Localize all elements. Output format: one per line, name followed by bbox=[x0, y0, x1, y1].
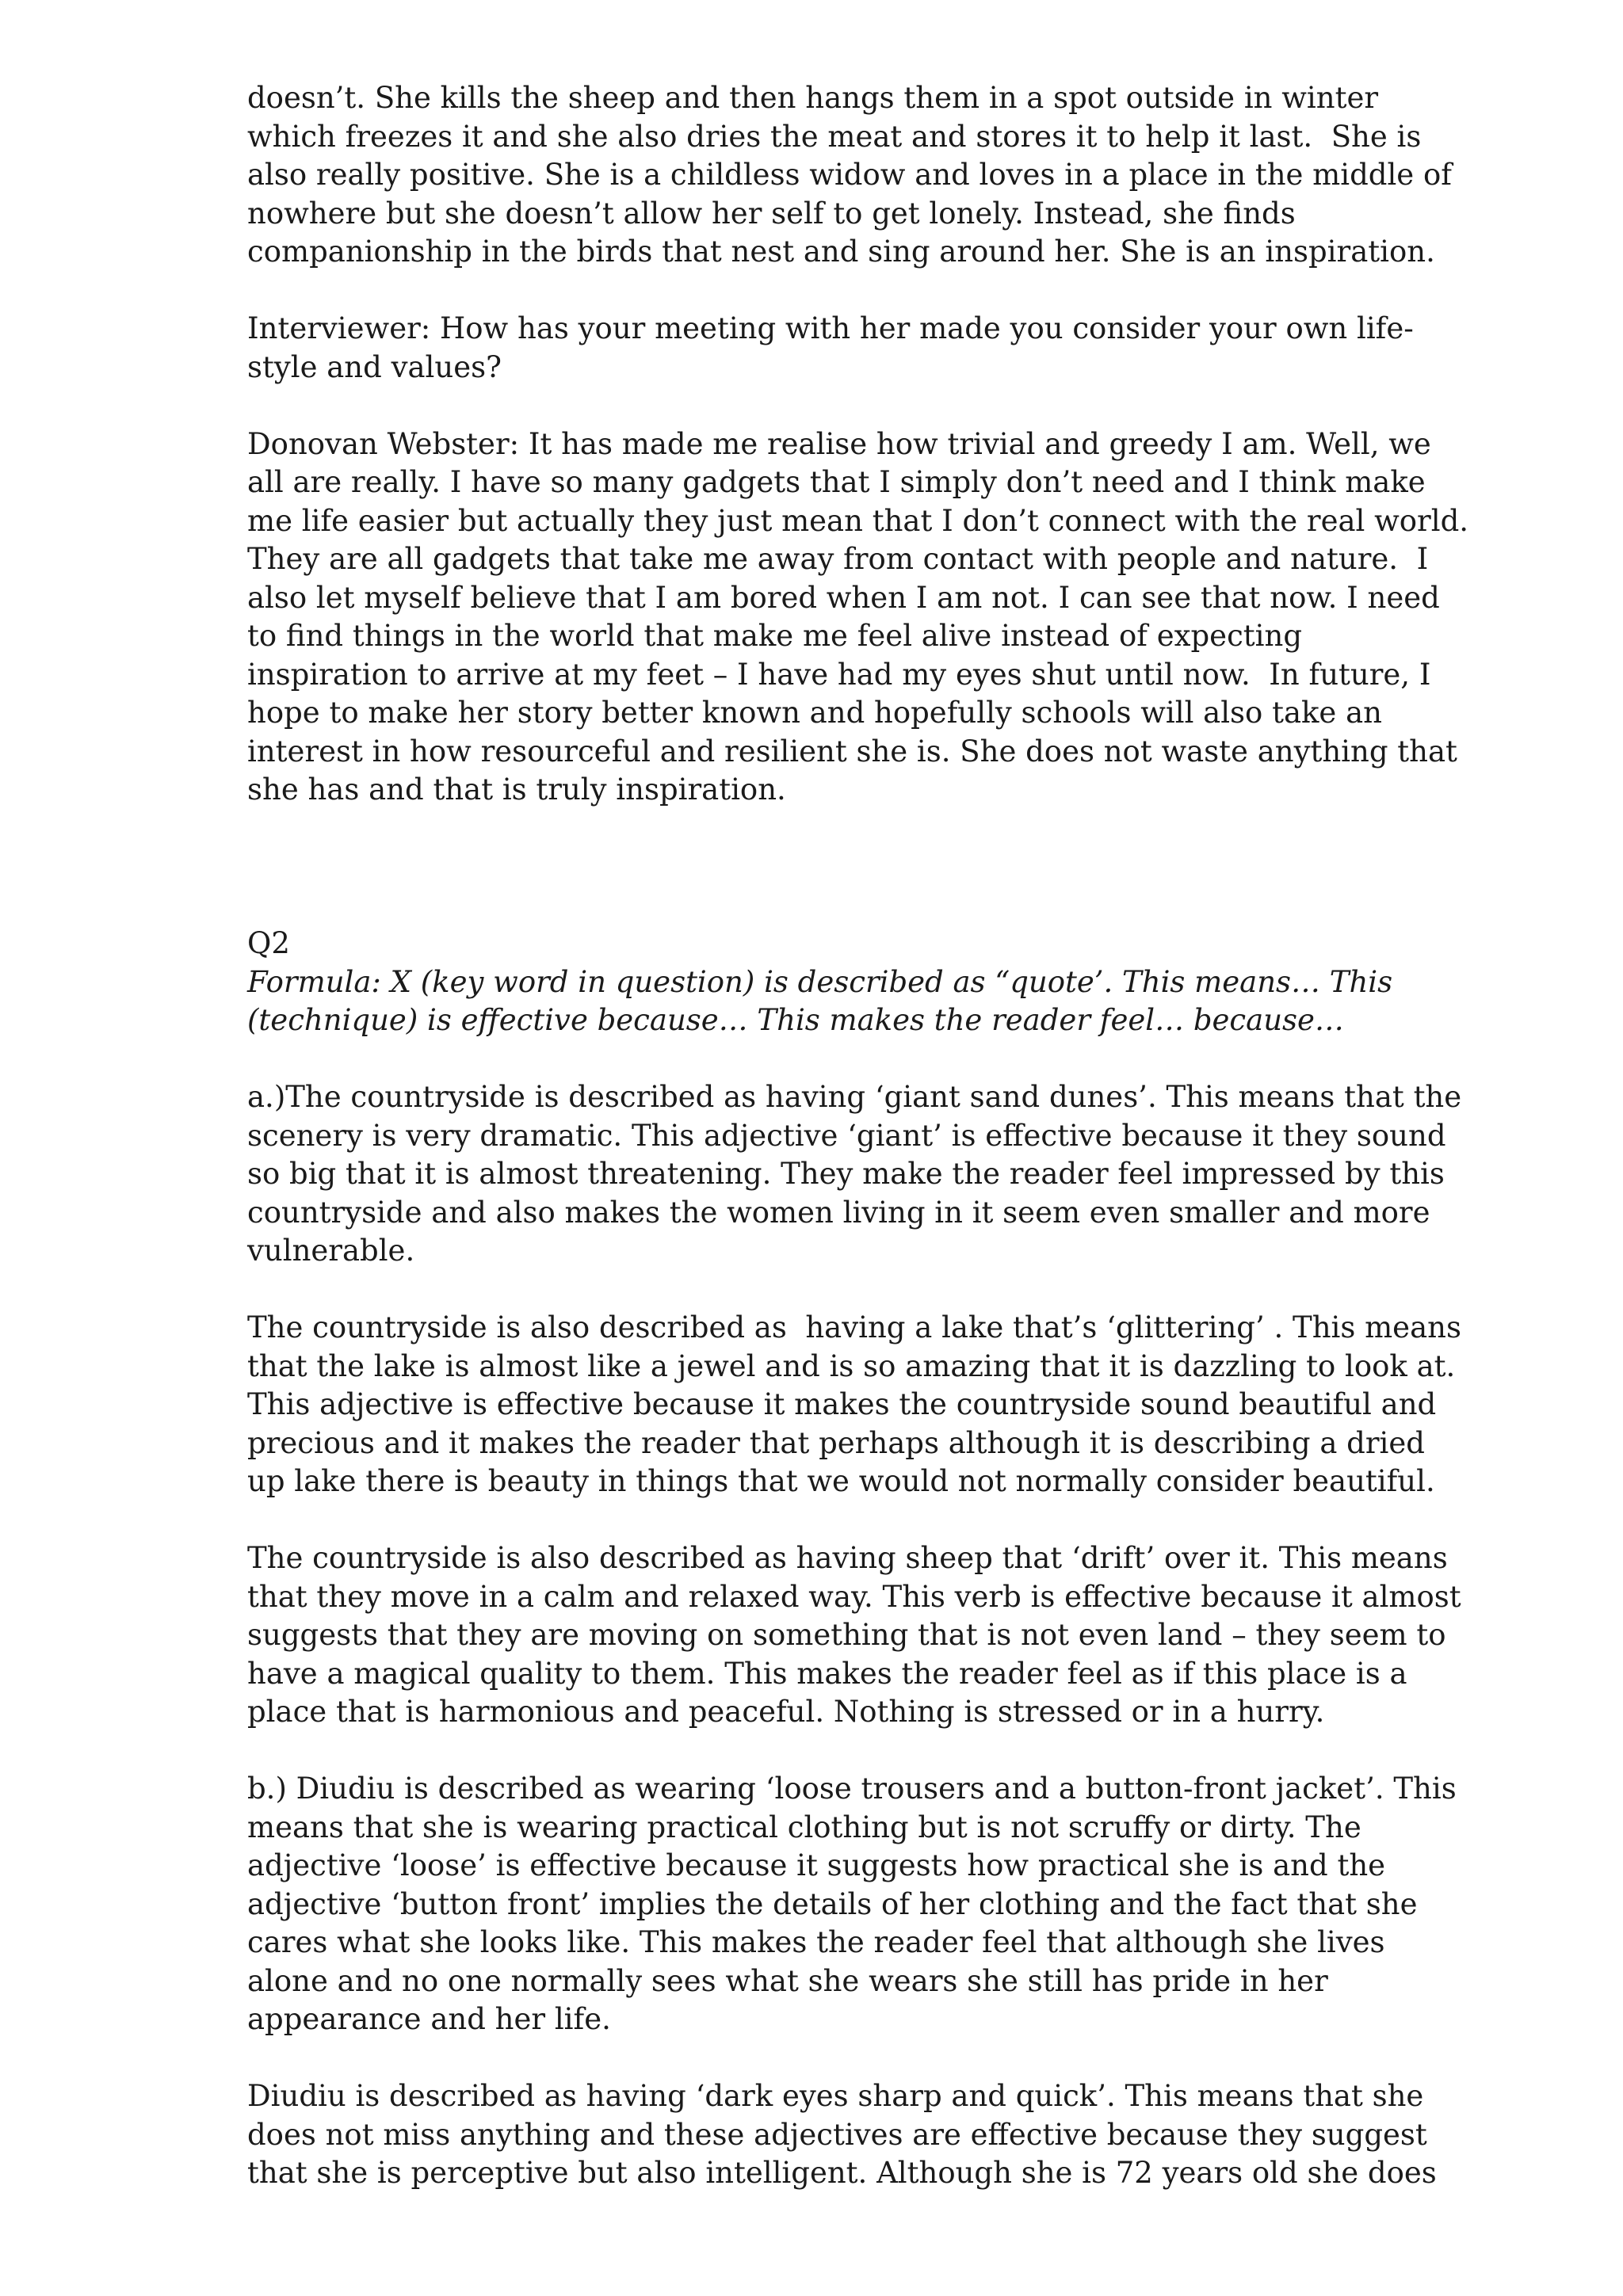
text-line: does not miss anything and these adjectives are effective because they suggest bbox=[247, 2117, 1427, 2152]
text-line: This adjective is effective because it makes the countryside sound beautiful and bbox=[247, 1387, 1437, 1421]
answer-a-drifting-sheep bbox=[247, 1539, 1461, 1732]
text-line: suggests that they are moving on something that is not even land – they seem to bbox=[247, 1618, 1446, 1652]
answer-a-glittering-lake bbox=[247, 1309, 1461, 1501]
text-line: means that she is wearing practical clothing but is not scruffy or dirty. The bbox=[247, 1810, 1361, 1844]
text-line: cares what she looks like. This makes the reader feel that although she lives bbox=[247, 1925, 1385, 1959]
text-line: hope to make her story better known and hopefully schools will also take an bbox=[247, 696, 1382, 730]
answer-b-eyes bbox=[247, 2077, 1437, 2193]
text-line: that the lake is almost like a jewel and is so amazing that it is dazzling to look at. bbox=[247, 1348, 1456, 1383]
text-line: doesn’t. She kills the sheep and then hangs them in a spot outside in winter bbox=[247, 81, 1379, 115]
answer-b-clothing bbox=[247, 1770, 1457, 2039]
text-line: Donovan Webster: It has made me realise how trivial and greedy I am. Well, we bbox=[247, 426, 1431, 461]
text-line: vulnerable. bbox=[247, 1234, 415, 1268]
text-line: that she is perceptive but also intelligent. Although she is 72 years old she does bbox=[247, 2156, 1437, 2190]
text-line: a.)The countryside is described as having ‘giant sand dunes’. This means that the bbox=[247, 1080, 1462, 1114]
paragraph-interviewer-question bbox=[247, 310, 1414, 387]
text-line: Interviewer: How has your meeting with her made you consider your own life- bbox=[247, 311, 1414, 345]
text-line: she has and that is truly inspiration. bbox=[247, 772, 786, 807]
text-line: appearance and her life. bbox=[247, 2002, 611, 2036]
text-line: The countryside is also described as having a lake that’s ‘glittering’ . This means bbox=[247, 1310, 1461, 1344]
text-line: which freezes it and she also dries the meat and stores it to help it last. She is bbox=[247, 119, 1422, 154]
text-line: adjective ‘loose’ is effective because it suggests how practical she is and the bbox=[247, 1848, 1386, 1882]
text-line: have a magical quality to them. This makes the reader feel as if this place is a bbox=[247, 1656, 1407, 1691]
text-line: also let myself believe that I am bored when I am not. I can see that now. I need bbox=[247, 580, 1440, 615]
q2-section-header bbox=[247, 925, 1396, 1040]
text-line: all are really. I have so many gadgets that I simply don’t need and I think make bbox=[247, 465, 1426, 499]
text-line: countryside and also makes the women living in it seem even smaller and more bbox=[247, 1195, 1430, 1230]
text-line: b.) Diudiu is described as wearing ‘loose trousers and a button-front jacket’. This bbox=[247, 1772, 1457, 1806]
text-line: style and values? bbox=[247, 349, 502, 384]
text-line: They are all gadgets that take me away from contact with people and nature. I bbox=[247, 542, 1429, 576]
text-line: so big that it is almost threatening. They make the reader feel impressed by this bbox=[247, 1157, 1445, 1191]
text-line: scenery is very dramatic. This adjective ‘giant’ is effective because it they sound bbox=[247, 1118, 1446, 1153]
document-page bbox=[247, 79, 1469, 2231]
text-line: me life easier but actually they just mean that I don’t connect with the real world. bbox=[247, 503, 1469, 538]
paragraph-diudiu-lifestyle bbox=[247, 79, 1452, 272]
formula-line: Formula: X (key word in question) is described as “quote’. This means… This bbox=[247, 964, 1393, 999]
text-line: to find things in the world that make me feel alive instead of expecting bbox=[247, 619, 1303, 653]
answer-a-giant-sand-dunes bbox=[247, 1078, 1462, 1271]
text-line: that they move in a calm and relaxed way. This verb is effective because it almost bbox=[247, 1579, 1461, 1614]
text-line: inspiration to arrive at my feet – I have had my eyes shut until now. In future, I bbox=[247, 657, 1431, 692]
text-line: adjective ‘button front’ implies the details of her clothing and the fact that she bbox=[247, 1886, 1418, 1921]
text-line: nowhere but she doesn’t allow her self to get lonely. Instead, she finds bbox=[247, 196, 1296, 231]
formula-line: (technique) is effective because… This makes the reader feel… because… bbox=[247, 1003, 1344, 1037]
paragraph-webster-answer bbox=[247, 425, 1469, 810]
text-line: alone and no one normally sees what she wears she still has pride in her bbox=[247, 1963, 1328, 1998]
text-line: precious and it makes the reader that perhaps although it is describing a dried bbox=[247, 1425, 1425, 1460]
text-line: The countryside is also described as having sheep that ‘drift’ over it. This means bbox=[247, 1541, 1448, 1575]
text-line: companionship in the birds that nest and sing around her. She is an inspiration. bbox=[247, 235, 1435, 269]
text-line: place that is harmonious and peaceful. Nothing is stressed or in a hurry. bbox=[247, 1695, 1325, 1729]
text-line: up lake there is beauty in things that we would not normally consider beautiful. bbox=[247, 1464, 1435, 1498]
text-line: Diudiu is described as having ‘dark eyes sharp and quick’. This means that she bbox=[247, 2079, 1424, 2113]
q2-heading: Q2 bbox=[247, 926, 290, 960]
section-spacer bbox=[247, 848, 1396, 925]
text-line: interest in how resourceful and resilient she is. She does not waste anything that bbox=[247, 734, 1457, 769]
text-line: also really positive. She is a childless widow and loves in a place in the middle of bbox=[247, 158, 1452, 192]
